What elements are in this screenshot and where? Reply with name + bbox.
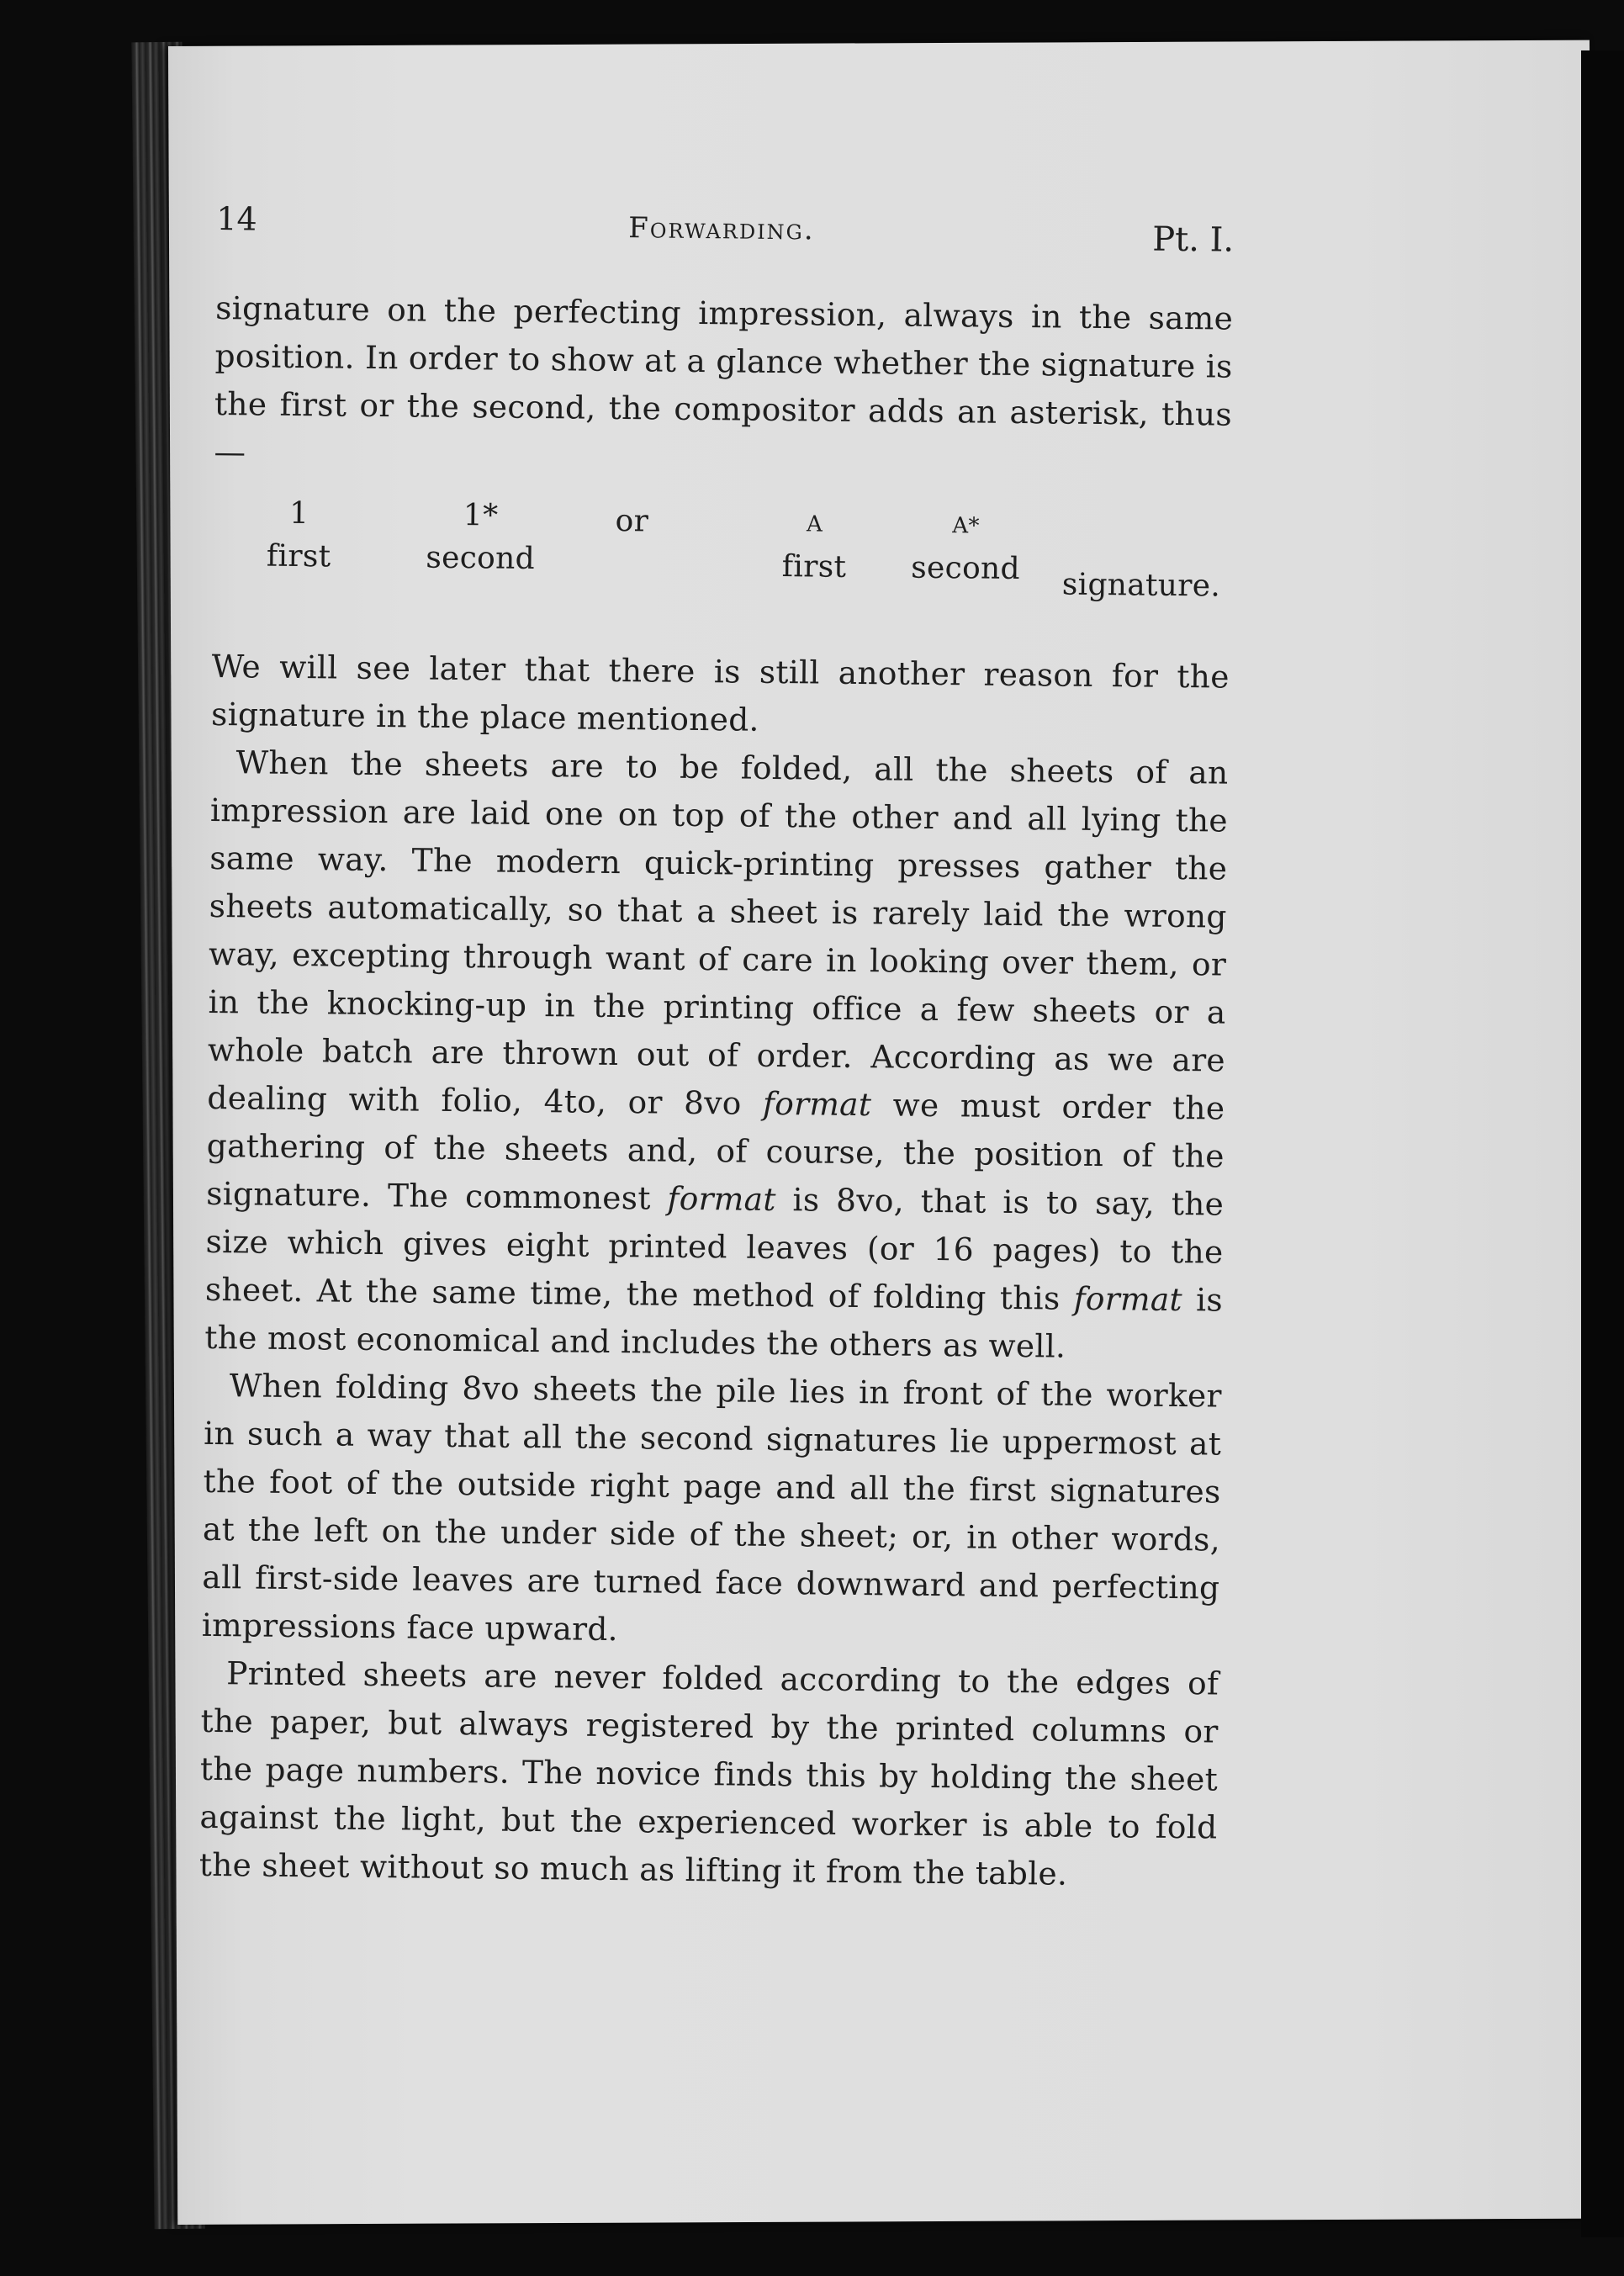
signature-example-item: [902, 504, 1029, 591]
text-block: [199, 167, 1235, 1900]
paragraph-3-part-c: is 8vo, that is to say, the size which gives eight printed leaves (or 16 pages) to the sheet. At the same time, the method of folding this: [204, 1181, 1225, 1317]
signature-word: signature.: [1061, 567, 1221, 604]
running-title: Forwarding.: [628, 211, 815, 247]
signature-label: second: [911, 550, 1021, 587]
paragraph-1: signature on the perfecting impression, always in the same position. In order to show at a glance whether the signature is the first or the second, the compositor adds an asterisk, thus—: [214, 288, 1234, 471]
paragraph-3-part-d: is the most economical and includes the others as well.: [204, 1281, 1224, 1365]
paragraph-4: When folding 8vo sheets the pile lies in front of the worker in such a way that all the second signatures lie uppermost at the foot of the outside right page and all the first signatures at the left on the under side of the sheet; or, in other words, all first-side leaves are turned face downward and perfecting impressions face upward.: [201, 1367, 1222, 1649]
signature-or: or: [615, 503, 649, 539]
signature-mark: A: [806, 511, 823, 537]
running-head: [216, 167, 1235, 260]
part-label: Pt. I.: [1151, 220, 1235, 260]
signature-mark: 1*: [463, 498, 499, 533]
signature-example: [212, 491, 1230, 625]
paragraph-3-part-a: When the sheets are to be folded, all the sheets of an impression are laid one on top of the other and all lying the same way. The modern quick-printing presses gather the sheets automatically, so that a sheet is rarely laid the wrong way, excepting through want of care in looking over them, or in the knocking-up in the printing office a few sheets or a whole batch are thrown out of order. According as we are dealing with folio, 4to, or 8vo: [207, 744, 1229, 1122]
signature-label: first: [266, 538, 331, 574]
paragraph-2: We will see later that there is still another reason for the signature in the place mentioned.: [210, 647, 1230, 738]
format-italic: format: [1073, 1279, 1183, 1319]
signature-label: first: [781, 549, 847, 585]
paragraph-3-part-b: we must order the gathering of the sheets and, of course, the position of the signature. The commonest: [205, 1086, 1225, 1217]
page-number: 14: [216, 199, 257, 238]
body-text: [199, 284, 1234, 1900]
signature-mark: A*: [952, 513, 980, 539]
signature-example-item: [772, 502, 857, 589]
paragraph-3: [204, 738, 1229, 1373]
signature-mark: 1: [288, 495, 309, 532]
signature-label: second: [426, 540, 536, 576]
format-italic: format: [667, 1179, 776, 1219]
signature-example-item: [265, 492, 333, 579]
page-right-border: [1581, 50, 1624, 2237]
paragraph-5: Printed sheets are never folded according to the edges of the paper, but always registered by the printed columns or the page numbers. The novice finds this by holding the sheet against the light, but the experienced worker is able to fold the sheet without so much as lifting it from the table.: [198, 1654, 1219, 1892]
format-italic: format: [762, 1084, 872, 1124]
signature-example-item: [421, 494, 540, 580]
